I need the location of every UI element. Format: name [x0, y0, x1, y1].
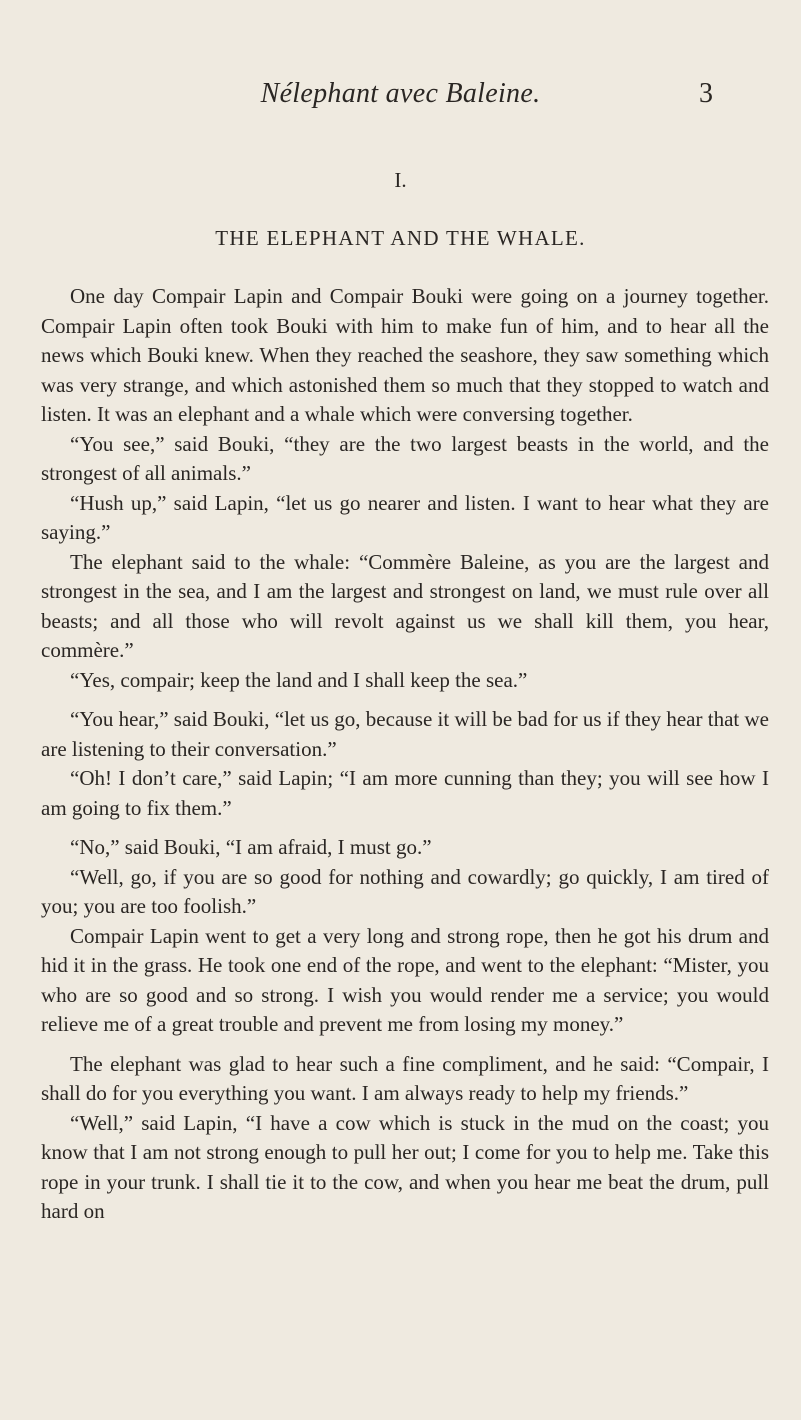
paragraph: One day Compair Lapin and Compair Bouki were going on a journey together. Compair Lapin often took Bouki with him to make fun of him, and to hear all the news which Bouki knew. When they reached the seashore, they saw something which was very strange, and which astonished them so much that they stopped to watch and listen. It was an elephant and a whale which were conversing together. — [41, 284, 769, 426]
paragraph: “Hush up,” said Lapin, “let us go nearer and listen. I want to hear what they are saying.” — [41, 490, 769, 544]
body-text — [41, 282, 769, 1227]
running-title: Nélephant avec Baleine. — [260, 78, 541, 109]
chapter-title: THE ELEPHANT AND THE WHALE. — [215, 226, 586, 250]
chapter-number: I. — [394, 168, 407, 192]
paragraph: The elephant said to the whale: “Commère Baleine, as you are the largest and strongest in the sea, and I am the largest and strongest on land, we must rule over all beasts; and all those who will revolt against us we shall kill them, you hear, commère.” — [41, 549, 769, 662]
paragraph: “You see,” said Bouki, “they are the two largest beasts in the world, and the strongest of all animals.” — [41, 431, 769, 485]
running-head — [0, 78, 801, 118]
paragraph: “Oh! I don’t care,” said Lapin; “I am more cunning than they; you will see how I am going to fix them.” — [41, 766, 769, 820]
paragraph: “You hear,” said Bouki, “let us go, because it will be bad for us if they hear that we are listening to their conversation.” — [41, 707, 769, 761]
paragraph: “Well, go, if you are so good for nothing and cowardly; go quickly, I am tired of you; you are too foolish.” — [41, 864, 769, 918]
paragraph: “Well,” said Lapin, “I have a cow which is stuck in the mud on the coast; you know that I am not strong enough to pull her out; I come for you to help me. Take this rope in your trunk. I shall tie it to the cow, and when you hear me beat the drum, pull hard on — [41, 1110, 769, 1223]
paragraph: Compair Lapin went to get a very long and strong rope, then he got his drum and hid it in the grass. He took one end of the rope, and went to the elephant: “Mister, you who are so good and so strong. I wish you would render me a service; you would relieve me of a great trouble and prevent me from losing my money.” — [41, 923, 769, 1036]
paragraph: “No,” said Bouki, “I am afraid, I must go.” — [70, 835, 432, 859]
paragraph: The elephant was glad to hear such a fine compliment, and he said: “Compair, I shall do for you everything you want. I am always ready to help my friends.” — [41, 1051, 769, 1105]
paragraph: “Yes, compair; keep the land and I shall keep the sea.” — [70, 667, 528, 692]
page-number: 3 — [699, 78, 713, 109]
